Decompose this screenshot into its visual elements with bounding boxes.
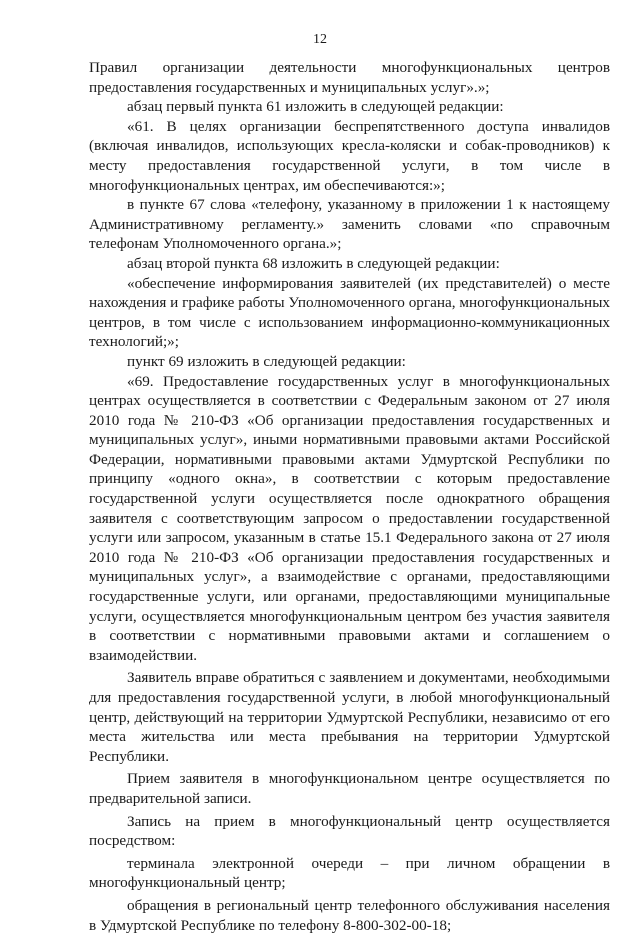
paragraph: Заявитель вправе обратиться с заявлением и документами, необходимыми для предоставления государственной услуги, в любой многофункциональный центр, действующий на территории Удмуртской Республики, независимо от его места жительства или места пребывания на территории Удмуртской Республики. <box>89 669 610 765</box>
paragraph: в пункте 67 слова «телефону, указанному в приложении 1 к настоящему Административному регламенту.» заменить словами «по справочным телефонам Уполномоченного органа.»; <box>89 196 610 253</box>
page-number: 12 <box>313 32 327 47</box>
paragraph: терминала электронной очереди – при личном обращении в многофункциональный центр; <box>89 854 610 892</box>
paragraph: Прием заявителя в многофункциональном центре осуществляется по предварительной записи. <box>89 770 610 807</box>
document-body <box>89 58 610 935</box>
paragraph: Правил организации деятельности многофункциональных центров предоставления государственных и муниципальных услуг».»; <box>89 59 610 96</box>
paragraph: «обеспечение информирования заявителей (их представителей) о месте нахождения и графике работы Уполномоченного органа, многофункциональных центров, в том числе с использованием информационно-коммуникационных технологий;»; <box>89 274 610 351</box>
paragraph: пункт 69 изложить в следующей редакции: <box>127 352 406 370</box>
paragraph: абзац первый пункта 61 изложить в следующей редакции: <box>127 98 504 116</box>
paragraph: обращения в региональный центр телефонного обслуживания населения в Удмуртской Республике по телефону 8-800-302-00-18; <box>89 896 610 934</box>
paragraph: абзац второй пункта 68 изложить в следующей редакции: <box>127 254 500 272</box>
paragraph: «61. В целях организации беспрепятственного доступа инвалидов (включая инвалидов, использующих кресла-коляски и собак-проводников) к месту предоставления государственной услуги, в том числе в многофункциональных центрах, им обеспечиваются:»; <box>89 117 610 194</box>
paragraph: Запись на прием в многофункциональный центр осуществляется посредством: <box>89 812 610 850</box>
paragraph: «69. Предоставление государственных услуг в многофункциональных центрах осуществляется в соответствии с Федеральным законом от 27 июля 2010 года № 210-ФЗ «Об организации предоставления государственных и муниципальных услуг», иными нормативными правовыми актами Российской Федерации, нормативными правовыми актами Удмуртской Республики по принципу «одного окна», в соответствии с которым предоставление государственной услуги осуществляется после однократного обращения заявителя с соответствующим запросом о предоставлении государственной услуги или запросом, указанным в статье 15.1 Федерального закона от 27 июля 2010 года № 210-ФЗ «Об организации предоставления государственных и муниципальных услуг», а взаимодействие с органами, предоставляющими государственные услуги, или органами, предоставляющими муниципальные услуги, осуществляется многофункциональным центром без участия заявителя в соответствии с нормативными правовыми актами и соглашением о взаимодействии. <box>89 372 610 664</box>
